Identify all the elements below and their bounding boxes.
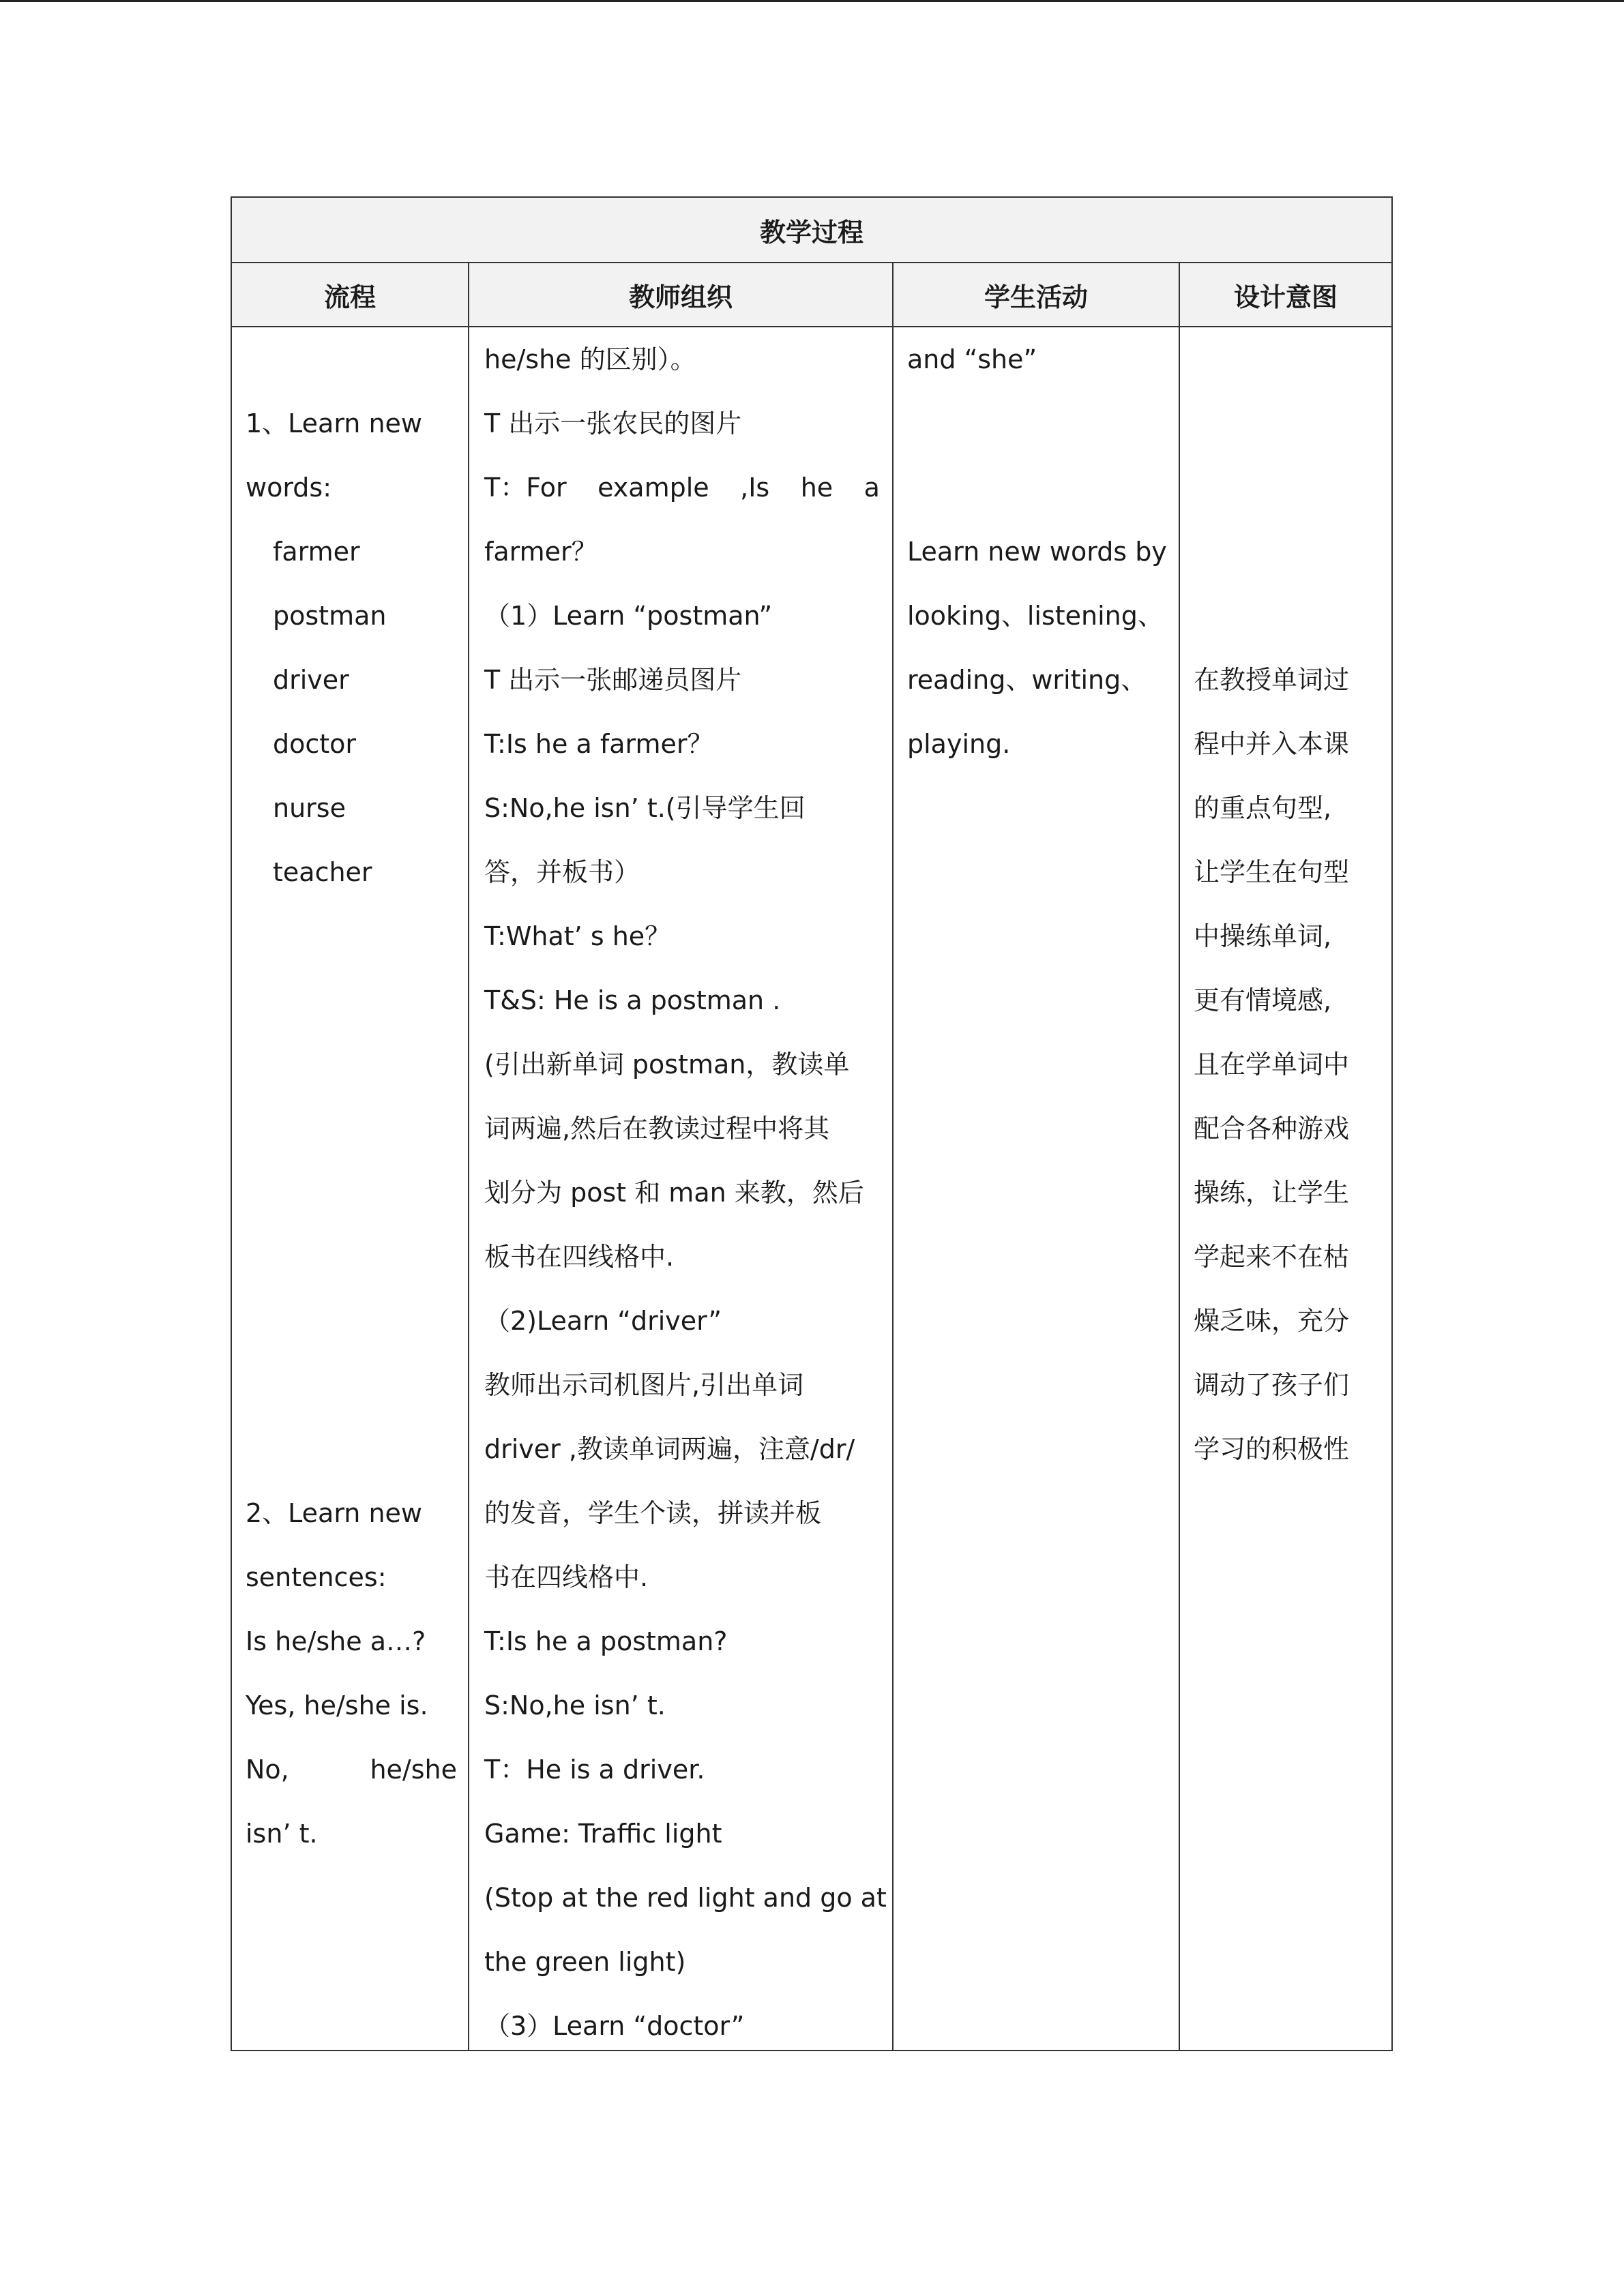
intent-line: 在教授单词过: [1194, 665, 1350, 695]
student-line: and “she”: [907, 344, 1037, 374]
process-line: [246, 1353, 457, 1417]
teacher-line: 的发音，学生个读，拼读并板: [484, 1498, 822, 1528]
teacher-line: （2)Learn “driver”: [484, 1306, 722, 1336]
teacher-line: T：For example ,Is he a: [484, 473, 880, 503]
teacher-line: T 出示一张邮递员图片: [484, 665, 742, 695]
process-line: isn’ t.: [246, 1819, 318, 1849]
intent-line: 中操练单词,: [1194, 921, 1332, 951]
student-line: [907, 391, 1166, 456]
intent-line: 调动了孩子们: [1194, 1370, 1350, 1400]
process-line: [246, 1417, 457, 1481]
process-line: 1、Learn new: [246, 408, 423, 438]
teacher-line: 书在四线格中.: [484, 1562, 649, 1592]
intent-line: 配合各种游戏: [1194, 1114, 1350, 1144]
teacher-line: （1）Learn “postman”: [484, 601, 773, 631]
teacher-line: （3）Learn “doctor”: [484, 2011, 745, 2041]
student-line: reading、writing、: [907, 665, 1147, 695]
intent-line: [1194, 327, 1385, 391]
intent-line: 学起来不在枯: [1194, 1242, 1350, 1272]
teacher-line: (Stop at the red light and go at: [484, 1883, 887, 1913]
student-line: Learn new words by: [907, 537, 1167, 567]
column-divider: [892, 263, 894, 2050]
teacher-line: 教师出示司机图片,引出单词: [484, 1370, 804, 1400]
teacher-line: S:No,he isn’ t.(引导学生回: [484, 793, 806, 823]
column-divider: [468, 263, 469, 2050]
intent-line: [1194, 391, 1385, 456]
teacher-line: he/she 的区别）。: [484, 344, 696, 374]
teacher-line: 划分为 post 和 man 来教，然后: [484, 1178, 864, 1208]
process-line: sentences:: [246, 1562, 387, 1592]
header-process: 流程: [323, 282, 376, 312]
intent-line: 且在学单词中: [1194, 1049, 1350, 1079]
process-line: Yes, he/she is.: [246, 1690, 428, 1720]
process-line: postman: [273, 601, 387, 631]
student-line: playing.: [907, 729, 1011, 759]
student-line: looking、listening、: [907, 601, 1164, 631]
header-intent: 设计意图: [1233, 282, 1338, 312]
intent-line: 让学生在句型: [1194, 857, 1350, 887]
intent-line: 程中并入本课: [1194, 729, 1350, 759]
process-line: [246, 1225, 457, 1289]
teaching-process-table: [231, 196, 1393, 2051]
teacher-line: farmer？: [484, 537, 597, 567]
student-line: [907, 456, 1166, 520]
intent-line: [1194, 520, 1385, 584]
process-line: doctor: [273, 729, 357, 759]
process-line: Is he/she a…?: [246, 1626, 426, 1656]
teacher-line: T:Is he a postman?: [484, 1626, 728, 1656]
column-divider: [1179, 263, 1180, 2050]
process-line: nurse: [273, 793, 346, 823]
process-line: [246, 968, 457, 1032]
teacher-line: 答，并板书）: [484, 857, 640, 887]
intent-line: 更有情境感,: [1194, 985, 1332, 1015]
teacher-line: (引出新单词 postman，教读单: [484, 1049, 850, 1079]
teacher-line: the green light): [484, 1947, 686, 1977]
process-column: [246, 327, 457, 1866]
process-line: [246, 904, 457, 968]
teacher-line: T:What’ s he？: [484, 921, 671, 951]
process-line: [246, 327, 457, 391]
teacher-line: driver ,教读单词两遍，注意/dr/: [484, 1434, 855, 1464]
intent-line: [1194, 456, 1385, 520]
teacher-line: S:No,he isn’ t.: [484, 1690, 666, 1720]
intent-line: 学习的积极性: [1194, 1434, 1350, 1464]
intent-line: [1194, 584, 1385, 648]
teacher-line: T:Is he a farmer？: [484, 729, 713, 759]
teacher-line: T&S: He is a postman .: [484, 985, 781, 1015]
teacher-line: Game: Traffic light: [484, 1819, 722, 1849]
intent-line: 操练，让学生: [1194, 1178, 1350, 1208]
table-title: 教学过程: [232, 198, 1391, 263]
intent-column: [1194, 327, 1385, 1481]
page-top-rule: [0, 0, 1624, 2]
process-line: 2、Learn new: [246, 1498, 423, 1528]
process-line: driver: [273, 665, 349, 695]
process-line: [246, 1289, 457, 1353]
student-column: [907, 327, 1166, 776]
teacher-line: 词两遍,然后在教读过程中将其: [484, 1114, 830, 1144]
teacher-line: T：He is a driver.: [484, 1755, 705, 1785]
header-teacher: 教师组织: [628, 282, 733, 312]
process-line: words:: [246, 473, 332, 503]
header-student: 学生活动: [984, 282, 1088, 312]
teacher-line: T 出示一张农民的图片: [484, 408, 742, 438]
teacher-column: [484, 327, 887, 2058]
process-line: [246, 1032, 457, 1097]
intent-line: 的重点句型,: [1194, 793, 1332, 823]
teacher-line: 板书在四线格中.: [484, 1242, 675, 1272]
process-line: teacher: [273, 857, 372, 887]
header-row: [232, 263, 1391, 327]
process-line: [246, 1161, 457, 1225]
intent-line: 燥乏味，充分: [1194, 1306, 1350, 1336]
process-line: [246, 1097, 457, 1161]
process-line: No, he/she: [246, 1755, 457, 1785]
process-line: farmer: [273, 537, 360, 567]
